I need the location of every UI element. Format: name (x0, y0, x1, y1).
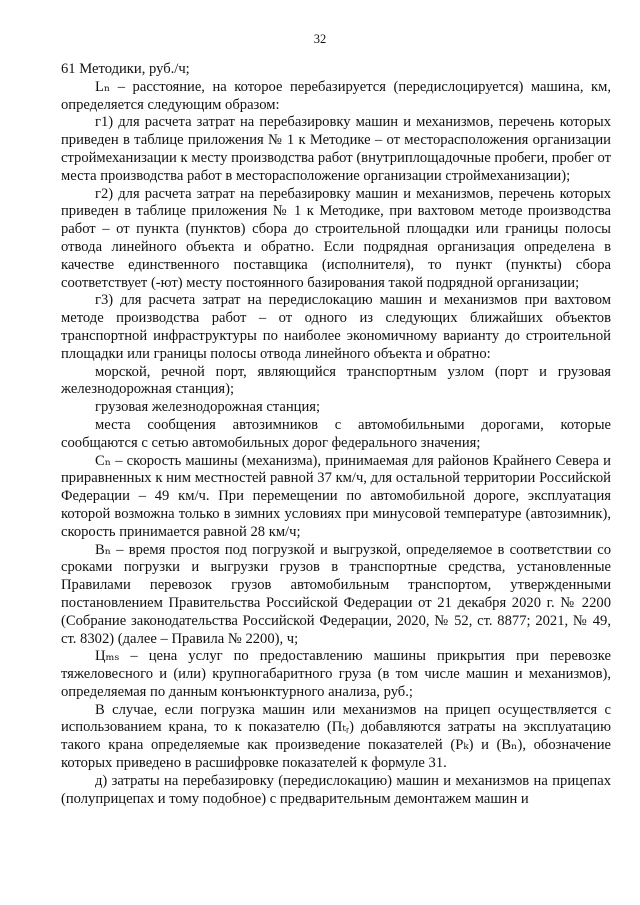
document-body (61, 61, 611, 808)
paragraph-distance-definition: Lₙ – расстояние, на которое перебазируется (передислоцируется) машина, км, определяется следующим образом: (61, 78, 611, 113)
paragraph-speed-definition: Сₙ – скорость машины (механизма), принимаемая для районов Крайнего Севера и приравненных к ним местностей равной 37 км/ч, для остальной территории Российской Федерации – 49 км/ч. При перемещении по автомобильной дороге, эксплуатация которой возможна только в зимних условиях при минусовой температуре (автозимник), скорость принимается равной 28 км/ч; (61, 452, 611, 540)
paragraph-g3: г3) для расчета затрат на передислокацию машин и механизмов при вахтовом методе производства работ – от одного из следующих ближайших объектов транспортной инфраструктуры по наиболее экономичному варианту до строительной площадки или границы полосы отвода линейного объекта и обратно: (61, 292, 611, 362)
paragraph-item-d: д) затраты на перебазировку (передислокацию) машин и механизмов на прицепах (полуприцепах и тому подобное) с предварительным демонтажем машин и (61, 772, 611, 807)
paragraph-sea-river-port: морской, речной порт, являющийся транспортным узлом (порт и грузовая железнодорожная станция); (61, 363, 611, 398)
paragraph-crane-loading: В случае, если погрузка машин или механизмов на прицеп осуществляется с использованием крана, то к показателю (Пₜᵣ) добавляются затраты на эксплуатацию такого крана определяемые как произведение показателей (Рₖ) и (Вₙ), обозначение которых приведено в расшифровке показателей к формуле 31. (61, 701, 611, 772)
paragraph-g1: г1) для расчета затрат на перебазировку машин и механизмов, перечень которых приведен в таблице приложения № 1 к Методике – от месторасположения организации строймеханизации к месту производства работ (внутриплощадочные пробеги, пробег от места производства работ в месторасположение организации строймеханизации); (61, 114, 611, 184)
paragraph-escort-price-definition: Цₘₛ – цена услуг по предоставлению машины прикрытия при перевозке тяжеловесного и (или) крупногабаритного груза (в том числе машин и механизмов), определяемая по данным конъюнктурного анализа, руб.; (61, 648, 611, 700)
paragraph-g2: г2) для расчета затрат на перебазировку машин и механизмов, перечень которых приведен в таблице приложения № 1 к Методике, при вахтовом методе производства работ – от пункта (пунктов) сбора до строительной площадки или границы полосы отвода линейного объекта и обратно. Если подрядная организация определена в качестве единственного поставщика (исполнителя), то пункт (пункты) сбора соответствует (-ют) месту постоянного базирования такой подрядной организации; (61, 185, 611, 291)
page-number: 32 (313, 32, 327, 46)
paragraph-methodology-ref: 61 Методики, руб./ч; (61, 61, 190, 77)
paragraph-winter-roads: места сообщения автозимников с автомобильными дорогами, которые сообщаются с сетью автомобильных дорог федерального значения; (61, 416, 611, 451)
paragraph-downtime-definition: Вₙ – время простоя под погрузкой и выгрузкой, определяемое в соответствии со сроками погрузки и выгрузки грузов в транспортные средства, установленные Правилами перевозок грузов автомобильным транспортом, утвержденными постановлением Правительства Российской Федерации от 21 декабря 2020 г. № 2200 (Собрание законодательства Российской Федерации, 2020, № 52, ст. 8877; 2021, № 49, ст. 8302) (далее – Правила № 2200), ч; (61, 541, 611, 647)
paragraph-railway-station: грузовая железнодорожная станция; (95, 399, 321, 416)
